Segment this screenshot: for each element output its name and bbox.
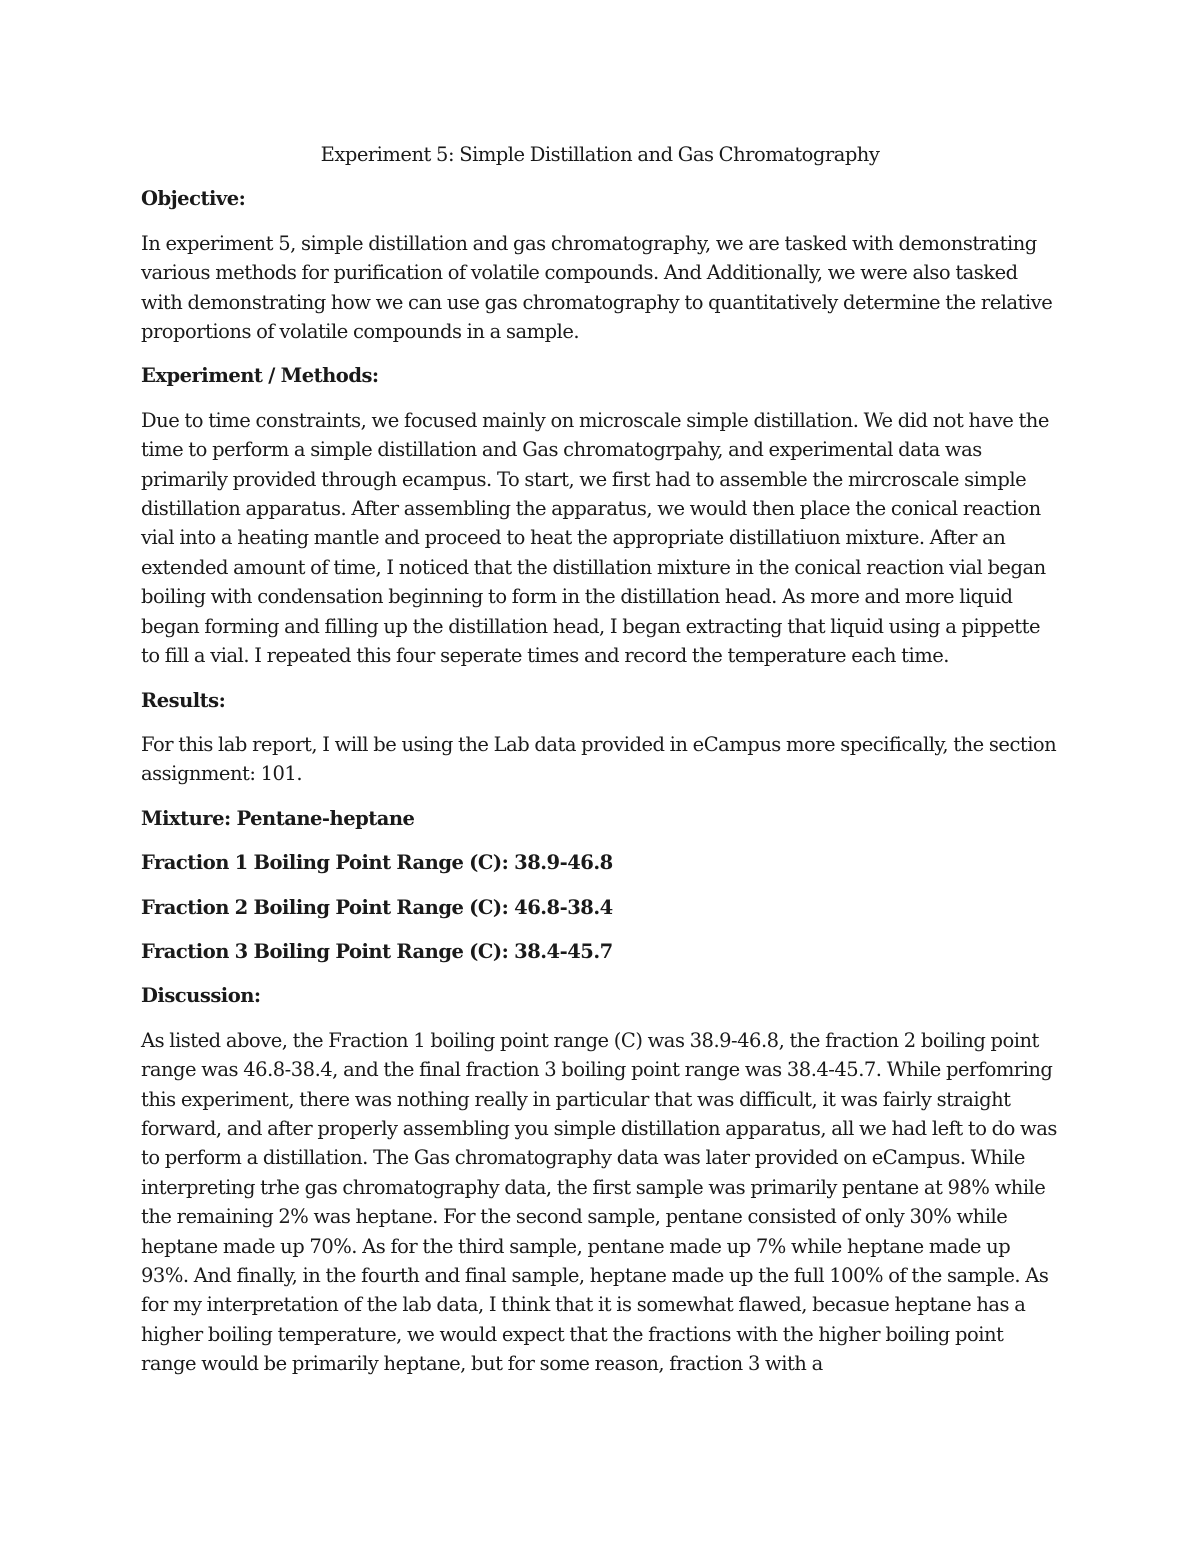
mixture-line: Mixture: Pentane-heptane xyxy=(141,806,415,830)
discussion-heading: Discussion: xyxy=(141,984,261,1008)
methods-paragraph: Due to time constraints, we focused mainly on microscale simple distillation. We did not have the time to perform a simple distillation and Gas chromatogrpahy, and experimental data was primarily provided through ecampus. To start, we first had to assemble the mircroscale simple distillation apparatus. After assembling the apparatus, we would then place the conical reaction vial into a heating mantle and proceed to heat the appropriate distillatiuon mixture. After an extended amount of time, I noticed that the distillation mixture in the conical reaction vial began boiling with condensation beginning to form in the distillation head. As more and more liquid began forming and filling up the distillation head, I began extracting that liquid using a pippette to fill a vial. I repeated this four seperate times and record the temperature each time. xyxy=(141,408,1049,668)
document-page xyxy=(141,140,1059,1394)
fraction-3-line: Fraction 3 Boiling Point Range (C): 38.4-45.7 xyxy=(141,939,613,963)
results-heading: Results: xyxy=(141,688,226,712)
document-title: Experiment 5: Simple Distillation and Gas Chromatography xyxy=(320,143,880,166)
objective-paragraph: In experiment 5, simple distillation and gas chromatography, we are tasked with demonstrating various methods for purification of volatile compounds. And Additionally, we were also tasked with demonstrating how we can use gas chromatography to quantitatively determine the relative proportions of volatile compounds in a sample. xyxy=(141,231,1053,344)
fraction-1-line: Fraction 1 Boiling Point Range (C): 38.9-46.8 xyxy=(141,851,613,875)
discussion-paragraph: As listed above, the Fraction 1 boiling point range (C) was 38.9-46.8, the fraction 2 boiling point range was 46.8-38.4, and the final fraction 3 boiling point range was 38.4-45.7. While perfomring this experiment, there was nothing really in particular that was difficult, it was fairly straight forward, and after properly assembling you simple distillation apparatus, all we had left to do was to perform a distillation. The Gas chromatography data was later provided on eCampus. While interpreting trhe gas chromatography data, the first sample was primarily pentane at 98% while the remaining 2% was heptane. For the second sample, pentane consisted of only 30% while heptane made up 70%. As for the third sample, pentane made up 7% while heptane made up 93%. And finally, in the fourth and final sample, heptane made up the full 100% of the sample. As for my interpretation of the lab data, I think that it is somewhat flawed, becasue heptane has a higher boiling temperature, we would expect that the fractions with the higher boiling point range would be primarily heptane, but for some reason, fraction 3 with a xyxy=(141,1028,1057,1376)
fraction-2-line: Fraction 2 Boiling Point Range (C): 46.8-38.4 xyxy=(141,895,613,919)
methods-heading: Experiment / Methods: xyxy=(141,364,379,388)
results-paragraph: For this lab report, I will be using the Lab data provided in eCampus more specifically, the section assignment: 101. xyxy=(141,732,1057,786)
objective-heading: Objective: xyxy=(141,187,246,211)
